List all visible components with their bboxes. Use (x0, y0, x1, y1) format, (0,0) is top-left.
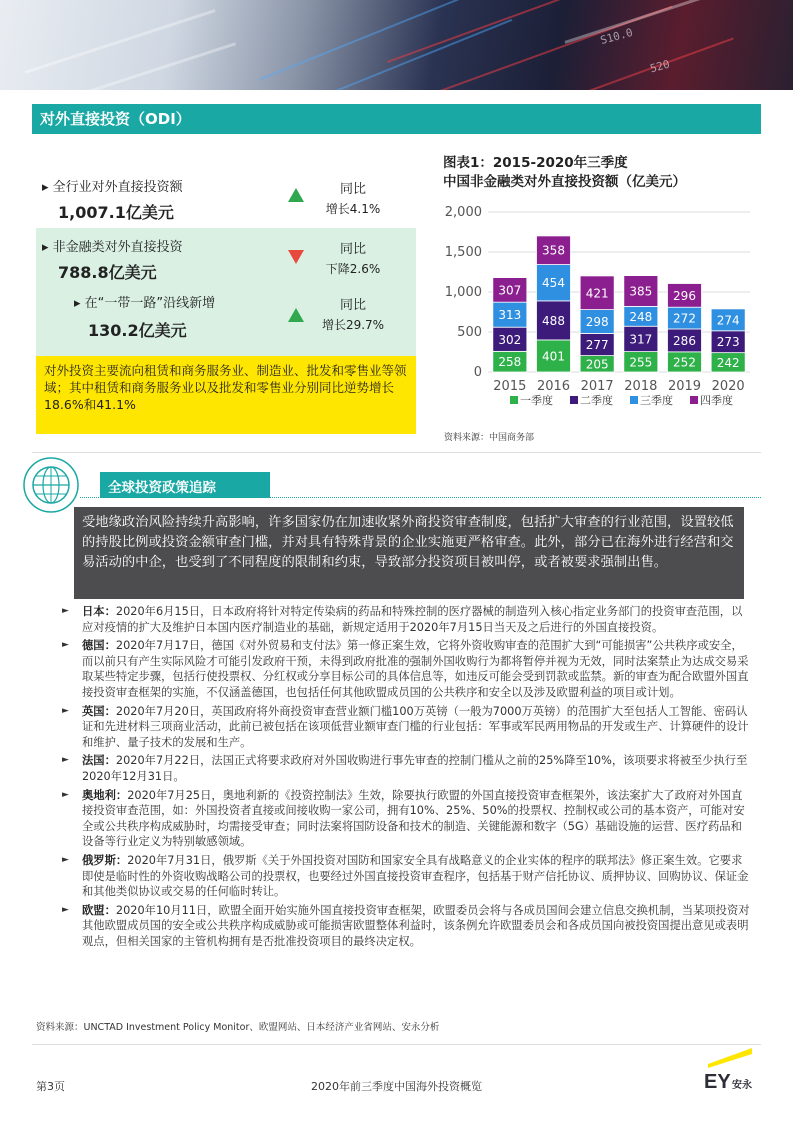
item-text: 2020年10月11日，欧盟全面开始实施外国直接投资审查框架，欧盟委员会将与各成员国间会建立信息交换机制，当某项投资对其他欧盟成员国的安全或公共秩序构成威胁或可能损害欧盟整体利益时，该条例允许欧盟委员会和各成员国向被投资国提出意见或表明观点，但相关国家的主管机构拥有是否批准投资项目的最终决定权。 (82, 903, 750, 948)
y-tick-label: 0 (473, 365, 482, 380)
stat-beltroad-label: ▸ 在“一带一路”沿线新增 (74, 296, 216, 311)
triangle-bullet-icon: ► (62, 705, 69, 716)
legend-swatch (570, 396, 578, 404)
legend-label: 一季度 (520, 394, 553, 407)
up-arrow-icon (288, 188, 304, 202)
ey-logo-beam (708, 1048, 752, 1068)
data-label: 488 (542, 313, 565, 328)
stat-summary-text: 对外投资主要流向租赁和商务服务业、制造业、批发和零售业等领域；其中租赁和商务服务业以及批发和零售业分别同比逆势增长18.6%和41.1% (44, 363, 407, 412)
y-tick-label: 2,000 (444, 205, 482, 220)
stat-beltroad-change-value: 增长29.7% (321, 318, 385, 332)
chart-source: 资料来源：中国商务部 (444, 433, 535, 443)
data-label: 313 (498, 308, 522, 323)
footer-title: 2020年前三季度中国海外投资概览 (311, 1080, 482, 1093)
stat-total-change-label: 同比 (339, 182, 366, 197)
section-divider (32, 452, 761, 453)
stat-nonfinancial-label: ▸ 非金融类对外直接投资 (42, 240, 183, 255)
policy-header-line (80, 497, 761, 498)
data-label: 274 (716, 313, 740, 328)
triangle-bullet-icon: ► (62, 606, 69, 616)
list-item (60, 753, 750, 784)
down-arrow-icon (288, 250, 304, 264)
data-label: 258 (498, 355, 522, 370)
triangle-bullet-icon: ► (62, 640, 69, 651)
data-label: 421 (585, 286, 609, 301)
item-country: 俄罗斯： (82, 853, 128, 867)
item-text: 2020年6月15日，日本政府将针对特定传染病的药品和特殊控制的医疗器械的制造列入核心指定业务部门的投资审查范围，以应对疫情的扩大及维护日本国内医疗制造业的基础，新规定适用于2020年7月15日当天及之后进行的外国直接投资。 (82, 605, 743, 634)
ey-logo-sub: 安永 (732, 1080, 752, 1091)
item-country: 德国： (82, 639, 116, 653)
data-label: 273 (716, 335, 740, 350)
data-label: 205 (585, 357, 609, 372)
section-header-odi (32, 104, 761, 134)
triangle-bullet-icon: ► (62, 755, 69, 766)
x-tick-label: 2019 (667, 379, 702, 394)
stat-beltroad-value: 130.2亿美元 (88, 321, 187, 340)
stat-total (36, 166, 416, 228)
item-text: 2020年7月22日，法国正式将要求政府对外国收购进行事先审查的控制门槛从之前的25%降至10%，该项要求将被至少执行至2020年12月31日。 (82, 754, 748, 783)
data-label: 252 (673, 355, 696, 370)
data-label: 307 (498, 283, 522, 298)
x-tick-label: 2015 (493, 379, 527, 394)
stat-nonfinancial (36, 228, 416, 356)
data-label: 298 (585, 315, 609, 330)
stat-total-change-value: 增长4.1% (325, 202, 381, 216)
legend-label: 二季度 (580, 394, 613, 407)
y-tick-label: 1,000 (444, 285, 482, 300)
legend-label: 三季度 (640, 394, 673, 407)
item-text: 2020年7月20日，英国政府将外商投资审查营业额门槛100万英镑（一般为7000万英镑）的范围扩大至包括人工智能、密码认证和先进材料三项商业活动，此前已被包括在该项低营业额审查门槛的行业包括：军事或军民两用物品的开发或生产、计算硬件的设计和维护、量子技术的发展和生产。 (82, 704, 749, 749)
data-label: 358 (542, 243, 565, 258)
stat-summary-box (36, 356, 416, 434)
data-label: 242 (716, 355, 740, 370)
chart-title-line2: 中国非金融类对外直接投资额（亿美元） (443, 174, 686, 190)
x-tick-label: 2018 (624, 379, 658, 394)
item-country: 奥地利： (82, 788, 128, 802)
legend-swatch (630, 396, 638, 404)
item-country: 欧盟： (82, 903, 116, 917)
data-label: 272 (673, 311, 696, 326)
item-country: 英国： (82, 704, 116, 718)
policy-section-header (100, 472, 270, 498)
data-label: 302 (498, 332, 522, 347)
item-text: 2020年7月31日，俄罗斯《关于外国投资对国防和国家安全具有战略意义的企业实体的程序的联邦法》修正案生效。它要求即使是临时性的外资收购战略公司的投票权，也要经过外国直接投资审查程序，包括基于财产信托协议、质押协议、回购协议、保证金和其他类似协议或交易的任何临时转让。 (82, 853, 749, 899)
list-item (60, 788, 750, 850)
triangle-bullet-icon: ► (62, 789, 69, 800)
item-text: 2020年7月25日，奥地利新的《投资控制法》生效，除要执行欧盟的外国直接投资审查框架外，该法案扩大了政府对外国直接投资审查范围，如：外国投资者直接或间接收购一家公司，拥有10%、25%、50%的投票权、控制权或公司的基本资产，可能对安全或公共秩序构成威胁时，均需接受审查；同时法案将国防设备和技术的制造、关键能源和数字（5G）基础设施的运营、医疗药品和设备等行业定义为特别敏感领域。 (82, 788, 745, 849)
page-number: 第3页 (36, 1080, 65, 1093)
policy-source: 资料来源：UNCTAD Investment Policy Monitor、欧盟网站、日本经济产业省网站、安永分析 (36, 1022, 440, 1033)
legend-label: 四季度 (700, 394, 733, 407)
list-item (60, 638, 750, 700)
policy-items-list (60, 604, 750, 952)
up-arrow-icon (288, 308, 304, 322)
stat-total-label: ▸ 全行业对外直接投资额 (42, 180, 183, 195)
chart-title (443, 154, 686, 192)
x-tick-label: 2016 (536, 379, 571, 394)
x-tick-label: 2020 (711, 379, 745, 394)
y-tick-label: 1,500 (444, 245, 482, 260)
globe-icon (22, 456, 80, 514)
item-country: 日本： (82, 605, 116, 618)
data-label: 401 (542, 349, 565, 364)
y-tick-label: 500 (457, 325, 482, 340)
stat-total-value: 1,007.1亿美元 (58, 203, 174, 222)
data-label: 248 (629, 309, 653, 324)
legend-swatch (510, 396, 518, 404)
header-banner-image: S10.0 520 (0, 0, 793, 90)
list-item (60, 853, 750, 900)
list-item (60, 903, 750, 950)
stat-nonfinancial-change-value: 下降2.6% (325, 262, 381, 276)
policy-section-title: 全球投资政策追踪 (108, 480, 216, 496)
stat-beltroad-change-label: 同比 (339, 298, 366, 313)
list-item (60, 704, 750, 751)
triangle-bullet-icon: ► (62, 904, 69, 915)
section-header-text: 对外直接投资（ODI） (40, 110, 191, 128)
data-label: 317 (629, 332, 653, 347)
stat-nonfinancial-change-label: 同比 (339, 242, 366, 257)
policy-intro-box (74, 507, 744, 599)
policy-intro-text: 受地缘政治风险持续升高影响，许多国家仍在加速收紧外商投资审查制度，包括扩大审查的行业范围，设置较低的持股比例或投资金额审查门槛，并对具有特殊背景的企业实施更严格审查。此外，部分已在海外进行经营和交易活动的中企，也受到了不同程度的限制和约束，导致部分投资项目被叫停，或者被要求强制出售。 (82, 515, 734, 570)
x-tick-label: 2017 (580, 379, 614, 394)
odi-stats-panel (36, 166, 416, 434)
chart-title-line1: 图表1：2015-2020年三季度 (443, 155, 628, 171)
ey-logo-text: EY (704, 1071, 731, 1091)
stat-nonfinancial-value: 788.8亿美元 (58, 263, 157, 282)
item-text: 2020年7月17日，德国《对外贸易和支付法》第一修正案生效，它将外资收购审查的范围扩大到“可能损害”公共秩序或安全，而以前只有产生实际风险才可能引发政府干预，未得到政府批准的强制外国收购行为都将暂停并视为无效，同时法案禁止为达成交易采取某些特定步骤，包括行使投票权、分红权或分享目标公司的具体信息等，如违反可能会受到罚款或监禁。新的审查为配合欧盟外国直接投资审查框架的实施，不仅涵盖德国，也包括任何其他欧盟成员国的公共秩序和安全以及涉及欧盟利益的项目或计划。 (82, 639, 749, 699)
ey-logo (700, 1046, 760, 1091)
data-label: 255 (629, 355, 653, 370)
data-label: 277 (585, 338, 609, 353)
legend-swatch (690, 396, 698, 404)
data-label: 385 (629, 284, 653, 299)
triangle-bullet-icon: ► (62, 854, 69, 865)
data-label: 286 (673, 333, 696, 348)
data-label: 454 (542, 276, 565, 291)
data-label: 296 (673, 288, 696, 303)
item-country: 法国： (82, 754, 116, 768)
odi-stacked-bar-chart (430, 200, 760, 425)
footer-divider (32, 1044, 761, 1045)
list-item (60, 604, 750, 635)
